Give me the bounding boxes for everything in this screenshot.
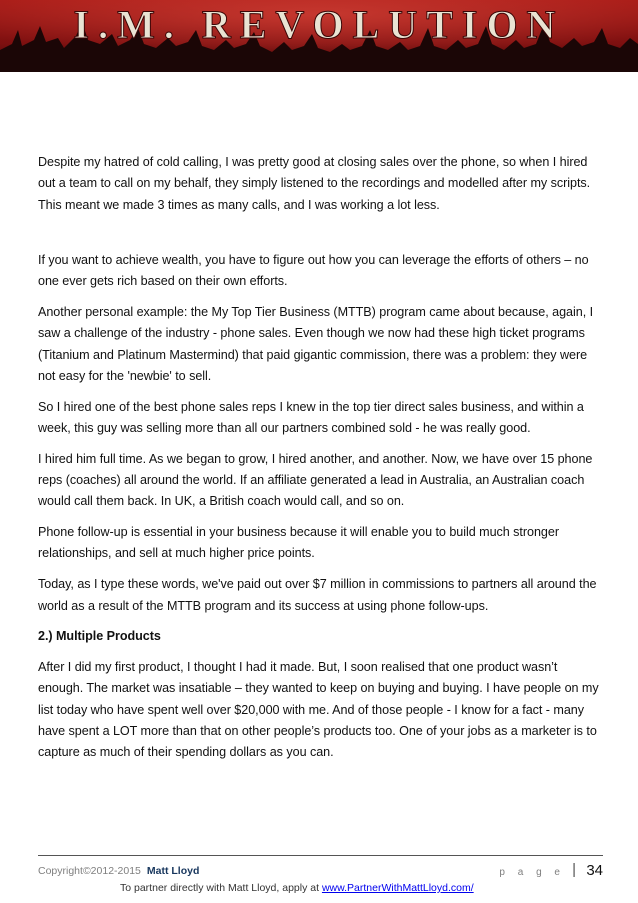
partner-link[interactable]: www.PartnerWithMattLloyd.com/ (321, 882, 474, 894)
paragraph-commissions: Today, as I type these words, we've paid out over $7 million in commissions to partners all around the world as a result of the MTTB program and its success at using phone follow-ups. (38, 577, 597, 613)
page-number: 34 (586, 862, 603, 879)
paragraph-leverage: If you want to achieve wealth, you have to figure out how you can leverage the efforts of others – no one ever gets rich based on their own efforts. (38, 252, 589, 289)
page-footer (38, 855, 603, 894)
copyright-label: Copyright©2012-2015 (38, 865, 141, 877)
banner-title: I.M. REVOLUTION (73, 2, 565, 47)
page-body (38, 152, 603, 773)
section-heading-multiple-products: 2.) Multiple Products (38, 629, 161, 644)
paragraph-phone-followup: Phone follow-up is essential in your business because it will enable you to build much stronger relationships, and sell at much higher price points. (38, 525, 559, 561)
copyright-text (38, 865, 199, 877)
paragraph-mttb-example: Another personal example: the My Top Tier Business (MTTB) program came about because, again, I saw a challenge of the industry - phone sales. Even though we now had these high ticket programs (Titanium and Platinum Mastermind) that paid gigantic commission, there was a problem: they were not easy for the 'newbie' to sell. (38, 304, 594, 383)
banner-graphic (0, 0, 638, 72)
header-banner (0, 0, 638, 72)
partner-note-text: To partner directly with Matt Lloyd, apply at (120, 882, 320, 894)
partner-note (120, 882, 474, 894)
author-name: Matt Lloyd (146, 865, 200, 877)
paragraph-phone-rep: So I hired one of the best phone sales reps I knew in the top tier direct sales business, and within a week, this guy was selling more than all our partners combined sold - he was really good. (38, 399, 584, 435)
page-label: p a g e (499, 867, 565, 878)
paragraph-multiple-products: After I did my first product, I thought I had it made. But, I soon realised that one product wasn’t enough. The market was insatiable – they wanted to keep on buying and buying. I have people on my list today who have spent well over $20,000 with me. And of those people - I know for a fact - many have spent a LOT more than that on other people’s products too. One of your jobs as a marketer is to capture as much of their spending dollars as you can. (38, 660, 599, 760)
paragraph-cold-calling: Despite my hatred of cold calling, I was pretty good at closing sales over the phone, so when I hired out a team to call on my behalf, they simply listened to the recordings and modelled after my scripts. This meant we made 3 times as many calls, and I was working a lot less. (38, 155, 591, 212)
paragraph-hiring: I hired him full time. As we began to grow, I hired another, and another. Now, we have over 15 phone reps (coaches) all around the world. If an affiliate generated a lead in Australia, an Australian coach would call them back. In UK, a British coach would call, and so on. (38, 451, 593, 509)
page-separator: | (572, 861, 576, 878)
